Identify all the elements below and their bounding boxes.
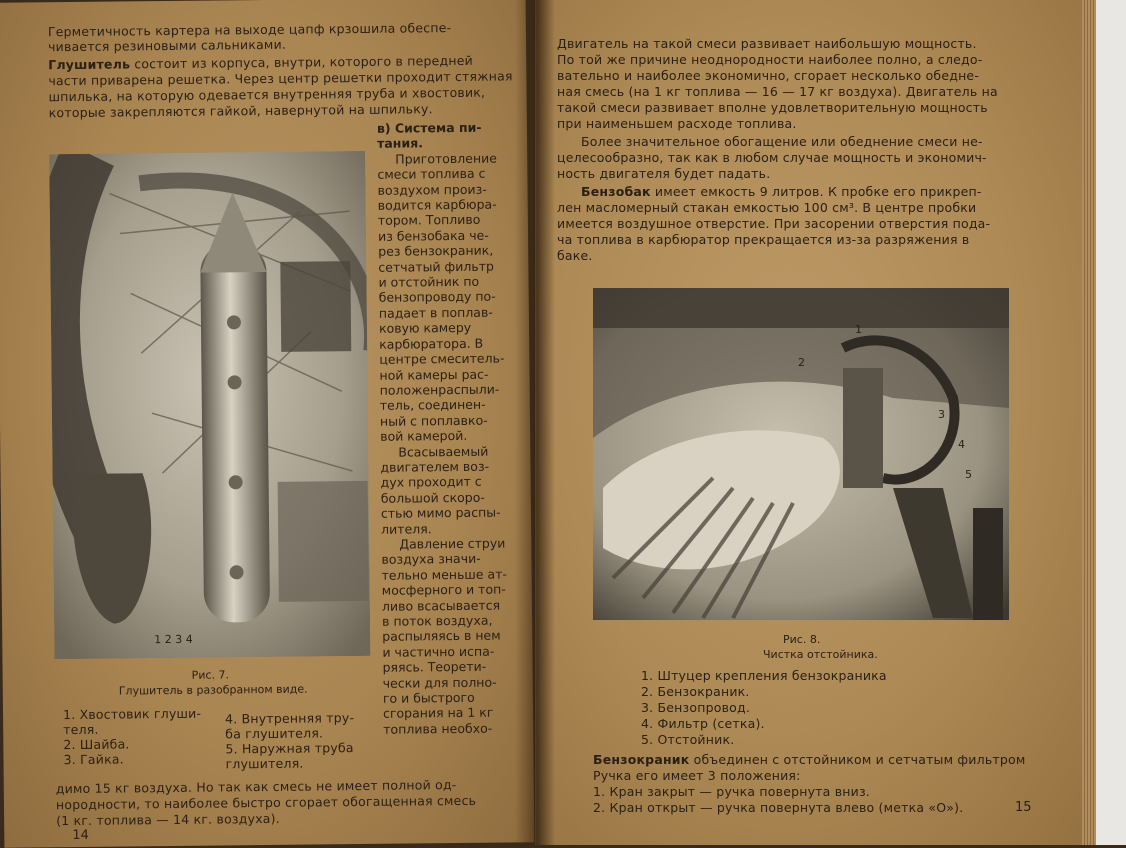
column-line: вой камерой. [380, 428, 468, 444]
column-line: падает в поплав- [378, 304, 493, 321]
right-top-line-7: Более значительное обогащение или обеднение смеси не- [581, 134, 983, 149]
figure-8-title: Чистка отстойника. [763, 648, 878, 661]
column-line: и отстойник по [378, 273, 480, 290]
right-page [535, 0, 1095, 845]
column-line: карбюратора. В [379, 335, 484, 352]
left-bottom-line-1: димо 15 кг воздуха. Но так как смесь не имеет полной од- [55, 777, 457, 797]
column-line: тания. [377, 135, 424, 152]
figure-7-legend-4: 4. Внутренняя тру- [225, 710, 355, 727]
column-line: го и быстрого [382, 689, 475, 706]
left-page [0, 0, 534, 848]
tap-paragraph-line-4: 2. Кран открыт — ручка повернута влево (метка «О»). [593, 800, 964, 815]
svg-text:1 2 3 4: 1 2 3 4 [154, 632, 193, 647]
column-line: чески для полно- [382, 674, 497, 691]
column-line: водится карбюра- [377, 196, 497, 213]
figure-7-legend-1b: теля. [63, 721, 99, 738]
column-line: Приготовление [395, 150, 497, 167]
column-line: топлива необхо- [383, 720, 493, 737]
figure-8-number-3: 3 [938, 408, 945, 421]
column-line: распыляясь в нем [382, 627, 501, 645]
figure-7-legend-3: 3. Гайка. [63, 751, 124, 768]
column-line: тельно меньше ат- [381, 566, 508, 583]
figure-7-photo [49, 151, 370, 659]
column-line: большой скоро- [380, 489, 485, 506]
right-top-line-1: Двигатель на такой смеси развивает наибольшую мощность. [557, 36, 977, 51]
book-gutter [515, 0, 555, 845]
column-line: лителя. [381, 520, 432, 537]
figure-8-legend-5: 5. Отстойник. [641, 732, 735, 747]
column-line: дух проходит с [380, 474, 482, 491]
column-line: центре смеситель- [379, 350, 505, 367]
column-line: Давление струи [399, 535, 506, 552]
column-line: воздухом произ- [377, 181, 487, 198]
silencer-paragraph-line-1: Глушитель состоит из корпуса, внутри, которого в передней [48, 52, 473, 73]
column-line: ной камеры рас- [379, 366, 489, 383]
left-page-number: 14 [72, 827, 89, 844]
left-bottom-line-3: (1 кг. топлива — 14 кг. воздуха). [56, 810, 280, 829]
figure-8-label: Рис. 8. [783, 633, 821, 646]
column-line: двигателем воз- [380, 458, 490, 475]
column-line: мосферного и топ- [381, 581, 506, 598]
left-bottom-line-2: нородности, то наиболее быстро сгорает обогащенная смесь [55, 792, 477, 813]
figure-7-title: Глушитель в разобранном виде. [118, 682, 308, 698]
column-line: тором. Топливо [377, 212, 481, 229]
figure-8-legend-3: 3. Бензопровод. [641, 700, 751, 715]
figure-7-legend-2: 2. Шайба. [63, 736, 130, 753]
figure-8-legend-2: 2. Бензокраник. [641, 684, 750, 699]
column-line: смеси топлива с [377, 165, 486, 183]
tank-term: Бензобак [581, 184, 651, 199]
right-top-line-2: По той же причине неоднородности наиболее полно, а следо- [557, 52, 983, 67]
column-line: рез бензокраник, [378, 242, 494, 260]
silencer-paragraph-line-4: которые закрепляются гайкой, навернутой на шпильку. [48, 101, 433, 121]
tank-paragraph-line-5: баке. [557, 248, 593, 263]
figure-7-legend-1: 1. Хвостовик глуши- [62, 705, 202, 723]
tap-paragraph-line-1: Бензокраник объединен с отстойником и сетчатым фильтром [593, 752, 1026, 767]
column-line: сетчатый фильтр [378, 258, 494, 275]
column-line: сгорания на 1 кг [382, 705, 494, 722]
column-line: бензопроводу по- [378, 289, 496, 306]
figure-8-number-4: 4 [958, 438, 965, 451]
silencer-paragraph-line-3: шпилька, на которую одевается внутренняя труба и хвостовик, [48, 84, 486, 105]
tank-paragraph-line-4: ча топлива в карбюратор прекращается из-за разряжения в [557, 232, 970, 247]
column-line: ряясь. Теорети- [382, 658, 487, 676]
right-page-number: 15 [1015, 800, 1032, 815]
column-line: тель, соединен- [379, 397, 486, 414]
column-line: и частично испа- [382, 643, 495, 660]
tap-term: Бензокраник [593, 752, 690, 767]
right-top-line-9: ность двигателя будет падать. [557, 166, 771, 181]
right-top-line-3: вательно и наиболее экономично, сгорает несколько обедне- [557, 68, 980, 83]
figure-8-number-2: 2 [798, 356, 805, 369]
figure-8-legend-1: 1. Штуцер крепления бензокраника [641, 668, 887, 683]
column-line: ливо всасывается [381, 597, 501, 614]
figure-8-legend-4: 4. Фильтр (сетка). [641, 716, 765, 731]
silencer-paragraph-line-2: части приварена решетка. Через центр решетки проходит стяжная [48, 68, 513, 89]
right-top-line-6: при наименьшем расходе топлива. [557, 116, 797, 131]
figure-8-number-1: 1 [855, 323, 862, 336]
column-line: воздуха значи- [381, 551, 481, 568]
figure-8-number-5: 5 [965, 468, 972, 481]
fuel-system-column [377, 119, 523, 737]
tank-paragraph-line-3: имеется воздушное отверстие. При засорении отверстия пода- [557, 216, 991, 231]
left-top-line-1: Герметичность картера на выходе цапф крзошила обеспе- [47, 20, 452, 40]
figure-8-photo [593, 288, 1009, 620]
tank-paragraph-line-1: Бензобак имеет емкость 9 литров. К пробке его прикреп- [581, 184, 982, 199]
figure-7-legend-5b: глушителя. [225, 755, 304, 772]
tank-paragraph-line-2: лен масломерный стакан емкостью 100 см³. В центре пробки [557, 200, 977, 215]
figure-7-label: Рис. 7. [191, 668, 230, 682]
silencer-term: Глушитель [48, 56, 131, 73]
column-line: ный с поплавко- [379, 412, 488, 429]
column-line: ковую камеру [378, 320, 472, 337]
column-line: в поток воздуха, [382, 612, 493, 629]
column-line: в) Система пи- [376, 119, 482, 136]
column-line: из бензобака че- [377, 227, 489, 244]
right-top-line-8: целесообразно, так как в любом случае мощность и экономич- [557, 150, 987, 165]
tap-paragraph-line-2: Ручка его имеет 3 положения: [593, 768, 801, 783]
page-edges [1082, 0, 1096, 845]
column-line: стью мимо распы- [380, 504, 501, 521]
right-top-line-4: ная смесь (на 1 кг топлива — 16 — 17 кг воздуха). Двигатель на [557, 84, 998, 99]
background-edge [1090, 0, 1126, 845]
tap-paragraph-line-3: 1. Кран закрыт — ручка повернута вниз. [593, 784, 870, 799]
figure-7-legend-4b: ба глушителя. [225, 725, 324, 742]
right-top-line-5: такой смеси развивает вполне удовлетворительную мощность [557, 100, 988, 115]
column-line: Всасываемый [398, 443, 489, 460]
figure-7-legend-5: 5. Наружная труба [225, 740, 354, 757]
column-line: положенраспыли- [379, 381, 500, 398]
left-top-line-2: чивается резиновыми сальниками. [47, 36, 287, 55]
